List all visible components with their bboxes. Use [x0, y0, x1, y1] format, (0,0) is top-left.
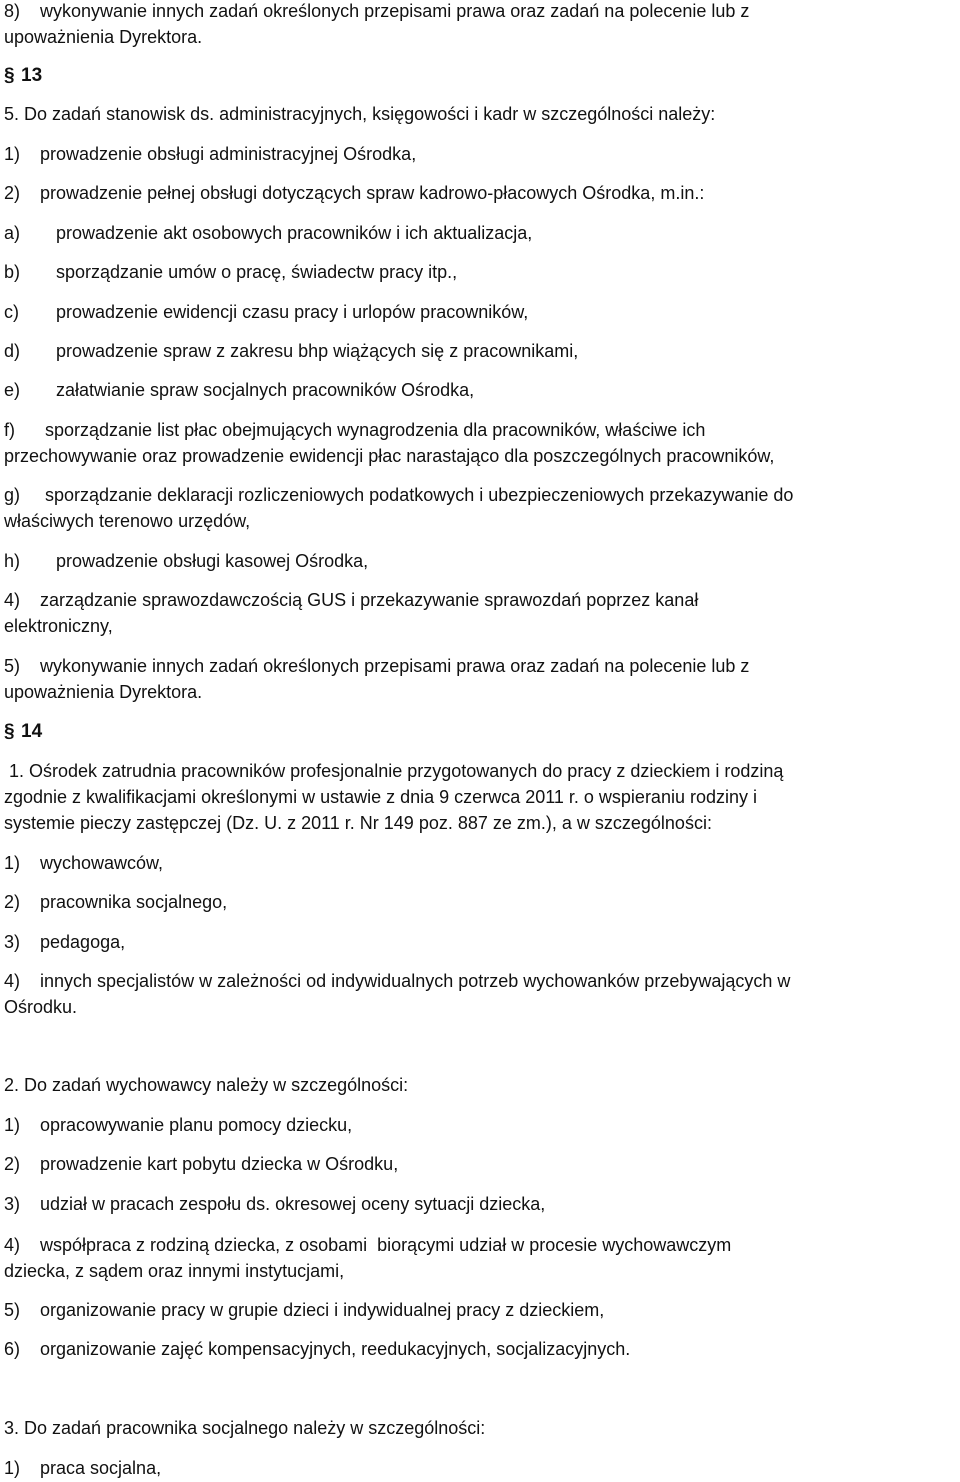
- list-item: 1) wychowawców,: [4, 853, 164, 873]
- section-number: 13: [21, 65, 43, 86]
- item-text: załatwianie spraw socjalnych pracowników Ośrodka,: [56, 380, 475, 400]
- text-line: właściwych terenowo urzędów,: [4, 511, 251, 531]
- sub-list-item: g) sporządzanie deklaracji rozliczeniowych podatkowych i ubezpieczeniowych przekazywanie do: [4, 485, 794, 505]
- list-item: 6) organizowanie zajęć kompensacyjnych, reedukacyjnych, socjalizacyjnych.: [4, 1339, 631, 1359]
- item-marker: c): [4, 302, 19, 322]
- text-line: Ośrodku.: [4, 997, 78, 1017]
- list-item: 3) udział w pracach zespołu ds. okresowej oceny sytuacji dziecka,: [4, 1194, 546, 1214]
- item-text: sporządzanie umów o pracę, świadectw pracy itp.,: [56, 262, 458, 282]
- sub-list-item: f) sporządzanie list płac obejmujących wynagrodzenia dla pracowników, właściwe ich: [4, 420, 706, 440]
- item-marker: d): [4, 341, 21, 361]
- list-item: 1) opracowywanie planu pomocy dziecku,: [4, 1115, 353, 1135]
- list-item: 2) prowadzenie kart pobytu dziecka w Ośrodku,: [4, 1154, 399, 1174]
- sub-list-item: [4, 220, 532, 246]
- item-text: prowadzenie obsługi kasowej Ośrodka,: [56, 551, 369, 571]
- text-line: zgodnie z kwalifikacjami określonymi w ustawie z dnia 9 czerwca 2011 r. o wspieraniu rodziny i: [4, 787, 757, 807]
- list-item: 4) innych specjalistów w zależności od indywidualnych potrzeb wychowanków przebywających w: [4, 971, 791, 991]
- section-heading-14: [4, 719, 42, 745]
- paragraph: 1. Ośrodek zatrudnia pracowników profesjonalnie przygotowanych do pracy z dzieckiem i rodziną: [4, 761, 784, 781]
- sub-list-item: [4, 338, 578, 364]
- section-number: 14: [21, 721, 43, 742]
- section-sign: §: [4, 65, 15, 86]
- item-marker: a): [4, 223, 21, 243]
- text-line: elektroniczny,: [4, 616, 113, 636]
- list-item: 1) prowadzenie obsługi administracyjnej Ośrodka,: [4, 144, 417, 164]
- paragraph-heading: 3. Do zadań pracownika socjalnego należy w szczególności:: [4, 1418, 486, 1438]
- text-line: upoważnienia Dyrektora.: [4, 682, 203, 702]
- item-text: prowadzenie ewidencji czasu pracy i urlopów pracowników,: [56, 302, 529, 322]
- list-item: 1) praca socjalna,: [4, 1458, 162, 1478]
- section-heading-13: [4, 63, 42, 89]
- item-marker: h): [4, 551, 21, 571]
- text-line: 8) wykonywanie innych zadań określonych przepisami prawa oraz zadań na polecenie lub z: [4, 1, 750, 21]
- text-line: przechowywanie oraz prowadzenie ewidencji płac narastająco dla poszczególnych pracowników,: [4, 446, 775, 466]
- item-text: prowadzenie akt osobowych pracowników i ich aktualizacja,: [56, 223, 533, 243]
- list-item: 4) współpraca z rodziną dziecka, z osobami biorącymi udział w procesie wychowawczym: [4, 1235, 732, 1255]
- sub-list-item: [4, 377, 474, 403]
- list-item: 2) prowadzenie pełnej obsługi dotyczących spraw kadrowo-płacowych Ośrodka, m.in.:: [4, 183, 705, 203]
- sub-list-item: [4, 548, 368, 574]
- list-item: 3) pedagoga,: [4, 932, 126, 952]
- list-item: 5) organizowanie pracy w grupie dzieci i indywidualnej pracy z dzieckiem,: [4, 1300, 605, 1320]
- text-line: systemie pieczy zastępczej (Dz. U. z 2011 r. Nr 149 poz. 887 ze zm.), a w szczególności:: [4, 813, 712, 833]
- sub-list-item: [4, 259, 457, 285]
- list-item: 4) zarządzanie sprawozdawczością GUS i przekazywanie sprawozdań poprzez kanał: [4, 590, 699, 610]
- item-marker: b): [4, 262, 21, 282]
- paragraph-heading: 5. Do zadań stanowisk ds. administracyjnych, księgowości i kadr w szczególności należy:: [4, 104, 716, 124]
- section-sign: §: [4, 721, 15, 742]
- item-marker: e): [4, 380, 21, 400]
- list-item: 5) wykonywanie innych zadań określonych przepisami prawa oraz zadań na polecenie lub z: [4, 656, 750, 676]
- paragraph-heading: 2. Do zadań wychowawcy należy w szczególności:: [4, 1075, 409, 1095]
- list-item: 2) pracownika socjalnego,: [4, 892, 228, 912]
- text-line: dziecka, z sądem oraz innymi instytucjami,: [4, 1261, 345, 1281]
- sub-list-item: [4, 299, 528, 325]
- item-text: prowadzenie spraw z zakresu bhp wiążących się z pracownikami,: [56, 341, 579, 361]
- text-line: upoważnienia Dyrektora.: [4, 27, 203, 47]
